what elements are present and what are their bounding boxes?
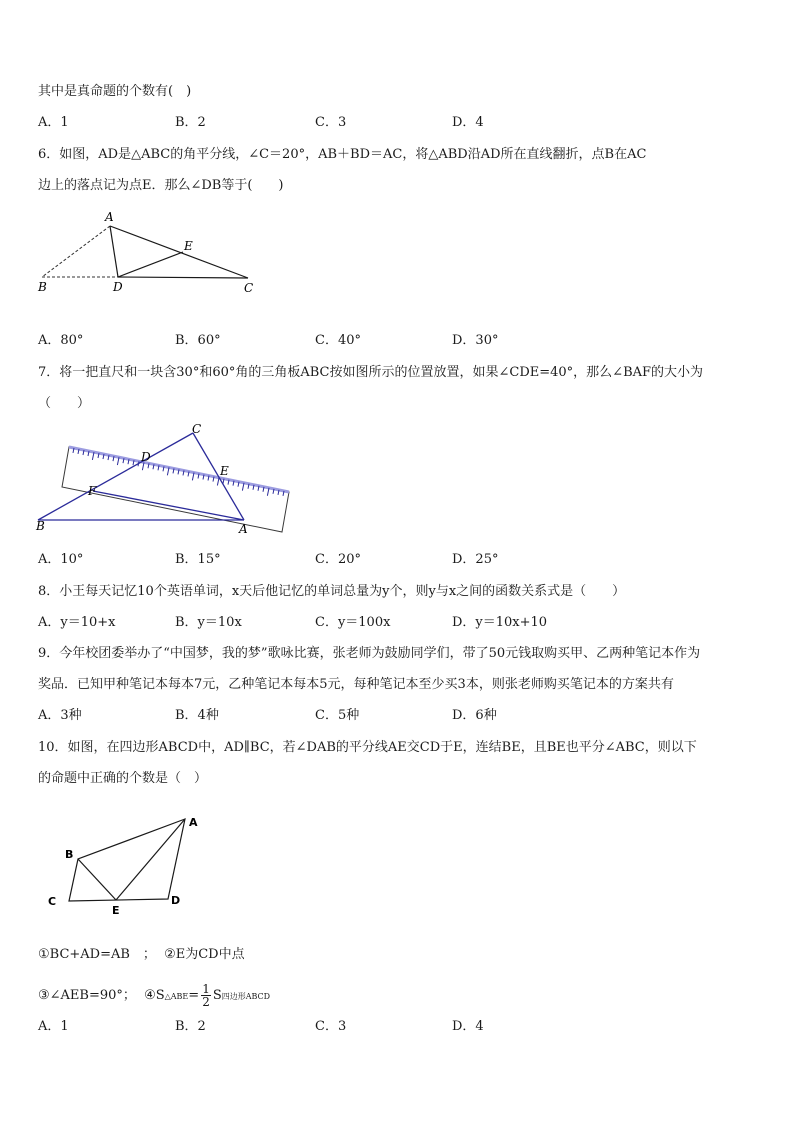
q7-option-d[interactable]: D．25° <box>452 552 499 567</box>
statement-3-marker: ③ <box>38 988 50 1003</box>
q6-ac <box>110 226 248 278</box>
q8-option-b[interactable]: B．y＝10x <box>175 615 242 630</box>
q9-option-a[interactable]: A．3种 <box>38 708 82 723</box>
q10-figure <box>40 810 210 920</box>
q6-option-c[interactable]: C．40° <box>315 333 361 348</box>
q6-options <box>38 332 758 350</box>
q10-option-b[interactable]: B．2 <box>175 1019 206 1034</box>
q7-stem-line1: 7．将一把直尺和一块含30°和60°角的三角板ABC按如图所示的位置放置，如果∠CDE=40°，那么∠BAF的大小为 <box>38 365 704 380</box>
fraction-denominator: 2 <box>202 995 210 1009</box>
q8-stem: 8．小王每天记忆10个英语单词，x天后他记忆的单词总量为y个，则y与x之间的函数关系式是（ ） <box>38 584 626 599</box>
q10-stem-line1: 10．如图，在四边形ABCD中，AD∥BC，若∠DAB的平分线AE交CD于E，连结BE，且BE也平分∠ABC，则以下 <box>38 740 697 755</box>
q6-label-b: B <box>38 280 47 294</box>
q6-dc <box>118 277 248 278</box>
q10-stem-line2: 的命题中正确的个数是（ ） <box>38 771 208 786</box>
q9-stem-line1: 9．今年校团委举办了“中国梦，我的梦”歌咏比赛，张老师为鼓励同学们，带了50元钱取购买甲、乙两种笔记本作为 <box>38 646 701 661</box>
q7-label-c: C <box>192 422 202 436</box>
q7-stem-line2: （ ） <box>38 396 91 411</box>
prev-options <box>38 114 758 132</box>
statement-4-lhs: S <box>155 988 165 1003</box>
q7-label-f: F <box>88 484 97 498</box>
statement-4-lhs-sub: △ABE <box>164 992 189 1001</box>
q6-label-a: A <box>105 210 114 224</box>
statement-4-eq: = <box>188 988 200 1003</box>
statement-4-marker: ④ <box>144 988 156 1003</box>
q8-option-c[interactable]: C．y＝100x <box>315 615 391 630</box>
statement-4-fraction <box>201 983 211 1008</box>
q10-segment-be <box>78 859 116 900</box>
statement-3: ∠AEB=90°； <box>49 988 136 1003</box>
q10-label-e: E <box>112 904 120 917</box>
q10-option-c[interactable]: C．3 <box>315 1019 347 1034</box>
q6-label-d: D <box>113 280 123 294</box>
q10-label-d: D <box>171 894 181 907</box>
option-b[interactable]: B．2 <box>175 115 206 130</box>
q6-de <box>118 252 183 277</box>
statement-4-rhs-sub: 四边形ABCD <box>221 992 271 1001</box>
q7-figure <box>30 420 295 540</box>
q7-label-b: B <box>36 519 45 533</box>
q7-label-d: D <box>141 450 151 464</box>
q10-statements-row2 <box>38 983 270 1009</box>
option-c[interactable]: C．3 <box>315 115 347 130</box>
q10-option-d[interactable]: D．4 <box>452 1019 484 1034</box>
q10-label-c: C <box>48 895 57 908</box>
fraction-numerator: 1 <box>202 982 210 996</box>
q7-option-a[interactable]: A．10° <box>38 552 84 567</box>
q10-quadrilateral <box>69 819 185 901</box>
q6-stem-line1: 6．如图，AD是△ABC的角平分线，∠C＝20°，AB＋BD＝AC，将△ABD沿AD所在直线翻折，点B在AC <box>38 147 647 162</box>
q8-option-a[interactable]: A．y＝10+x <box>38 615 116 630</box>
statement-2-marker: ② <box>164 947 176 962</box>
statement-1: BC+AD=AB ； <box>49 947 156 962</box>
statement-1-marker: ① <box>38 947 50 962</box>
q10-options <box>38 1018 758 1036</box>
q7-label-a: A <box>239 522 248 536</box>
q7-option-b[interactable]: B．15° <box>175 552 221 567</box>
q10-label-b: B <box>65 848 74 861</box>
statement-4-rhs: S <box>212 988 222 1003</box>
q6-figure <box>30 205 270 300</box>
option-a[interactable]: A．1 <box>38 115 69 130</box>
q9-option-b[interactable]: B．4种 <box>175 708 219 723</box>
q6-ab-dashed <box>42 226 110 277</box>
q10-segment-ae <box>116 819 185 900</box>
q7-label-e: E <box>220 464 229 478</box>
intro-text: 其中是真命题的个数有( ) <box>38 84 192 99</box>
q8-option-d[interactable]: D．y＝10x+10 <box>452 615 548 630</box>
q7-option-c[interactable]: C．20° <box>315 552 361 567</box>
q9-option-d[interactable]: D．6种 <box>452 708 497 723</box>
q10-option-a[interactable]: A．1 <box>38 1019 69 1034</box>
q10-statements-row1 <box>38 946 245 964</box>
q6-option-d[interactable]: D．30° <box>452 333 499 348</box>
q9-stem-line2: 奖品．已知甲种笔记本每本7元，乙种笔记本每本5元，每种笔记本至少买3本，则张老师购买笔记本的方案共有 <box>38 677 674 692</box>
q6-option-a[interactable]: A．80° <box>38 333 84 348</box>
q6-label-e: E <box>184 239 193 253</box>
q7-options <box>38 551 758 569</box>
q9-option-c[interactable]: C．5种 <box>315 708 360 723</box>
q10-label-a: A <box>189 816 198 829</box>
q6-ad <box>110 226 118 277</box>
q8-options <box>38 614 758 632</box>
q6-label-c: C <box>244 281 254 295</box>
statement-2: E为CD中点 <box>175 947 245 962</box>
q6-stem-line2: 边上的落点记为点E．那么∠DB等于( ) <box>38 178 284 193</box>
q9-options <box>38 707 758 725</box>
q6-option-b[interactable]: B．60° <box>175 333 221 348</box>
option-d[interactable]: D．4 <box>452 115 484 130</box>
